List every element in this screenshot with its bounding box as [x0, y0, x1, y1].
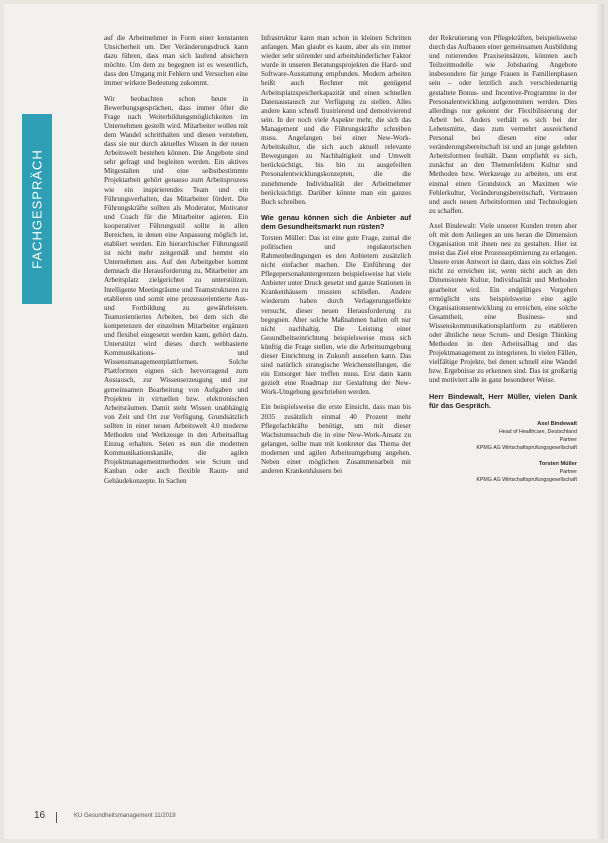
signature-block — [429, 420, 577, 452]
paragraph: auf die Arbeitnehmer in Form einer konstanten Unsicherheit um. Der Veränderungsdruck kann dazu führen, dass man sich laufend absichern möchte. Um dem zu begegnen ist es wesentlich, dass den Umgang mit Fehlern und Versuchen eine immer wirkere Bedeutung zukommt. — [104, 34, 248, 88]
closing-line: Herr Bindewalt, Herr Müller, vielen Dank für das Gespräch. — [429, 391, 577, 410]
article-column-3 — [429, 34, 577, 794]
article-column-2 — [261, 34, 411, 794]
publication-name: KU Gesundheitsmanagement 11/2019 — [74, 813, 176, 819]
author-role: Partner — [559, 436, 577, 443]
author-role: Partner — [559, 468, 577, 475]
author-company: KPMG AG Wirtschaftsprüfungsgesellschaft — [476, 476, 577, 483]
interview-question: Wie genau können sich die Anbieter auf dem Gesundheitsmarkt nun rüsten? — [261, 212, 411, 231]
section-tab — [22, 114, 52, 304]
page-shadow — [596, 4, 604, 839]
author-signatures — [429, 420, 577, 484]
paragraph: Axel Bindewalt: Viele unserer Kunden treten aber oft mit dem Anliegen an uns heran die Dimension Organisation mit ihnen neu zu gestalten. Hier ist meist das Ziel eine Prozessoptimierung zu erlangen. Unsere erste Antwort ist dann, dass ein solches Ziel nicht zu erreichen ist, wenn nicht auch an den Dimensionen Kultur, Individualität und Methoden gearbeitet wird. Ein endgültiges Vorgehen ermöglicht uns beispielsweise eine agile Organisationsentwicklung zu erreichen, eine solche Gesamtheit, eine Business- und Wissenskommunikationsplattform zu etablieren oder ähnliche neue Scrum- und Design Thinking Methoden in den Arbeitsalltag und das Projektmanagement zu integrieren. In vielen Fällen, vielfältige Projekte, bei denen schnell eine Wandel bzw. Ergebnisse zu erkennen sind. Das ist großartig und motiviert alle in ganz besonderer Weise. — [429, 221, 577, 385]
footer-divider — [56, 812, 57, 823]
paragraph: Torsten Müller: Das ist eine gute Frage, zumal die politischen und regulatorischen Rahmenbedingungen es den Anbietern zusätzlich nicht einfacher machen. Die Einführung der Pflegepersonaluntergrenzen beispielsweise hat viele Anbieter unter Druck gesetzt und ganze Stationen in Krankenhäusern mussten schließen. Andere wiederum haben durch Verlagerungseffekte versucht, dieser neuen Herausforderung zu begegnen. Aber solche Maßnahmen halten oft nur nicht nachhaltig. Die Leistung einer Gesundheitseinrichtung beispielsweise muss sich künftig die Frage stellen, wie die Arbeitsumgebung dieser Einrichtung in Zukunft aussehen kann. Das sind natürlich strategische Weichenstellungen, die ein Entsorger hier treffen muss. Erst dann kann gezielt eine Roadmap zur Gestaltung der New-Work-Umgebung geschrieben werden. — [261, 233, 411, 397]
page-footer — [34, 812, 574, 826]
author-name: Axel Bindewalt — [537, 420, 577, 427]
section-tab-label: FACHGESPRÄCH — [29, 149, 45, 269]
paragraph: Wir beobachten schon heute in Bewerbungsgesprächen, dass immer öfter die Frage nach Weiterbildungsmöglichkeiten im Unternehmen gestellt wird. Mitarbeiter wollen mit dem Wandel schritthalten und diesen verstehen, dass sie nur durch aktuelles Wissen in der neuen Arbeitswelt bestehen können. Die Angebote sind sehr gefragt und begleiten werden. Ein aktives Mitgestalten und eine selbstbestimmte Projektarbeit gehört genauso zum Arbeitsprozess wie ein inspirierendes Team und ein Führungsverhalten, das Mitarbeiter fördert. Die Führungskräfte sollten als Moderator, Motivator und Coach für die Mitarbeiter agieren. Ein kooperativer Führungsstil sollte in allen Bereichen, in denen eine Anpassung möglich ist, etabliert werden. Ein hierarchischer Führungsstil ist nicht mehr zeitgemäß und hemmt ein Unternehmen aus. Auf den Arbeitgeber kommt demnach die Herausforderung zu, Mitarbeiter am Arbeitsplatz zielgerichtet zu unterstützen. Intelligente Meetingräume und Teamstrukturen zu etablieren und somit eine prozessorientierte Aus- und Fortbildung zu gewährleisten. Teamorientiertes Arbeiten, bei dem sich die kompetenzen der einzelnen Mitarbeiter ergänzen und flexibel eingesetzt werden kann, gehört dazu. Unterstützt wird dieses durch webbasierte Kommunikations- und Wissensmanagementplattformen. Solche Plattformen eignen sich hervorragend zum Austausch, zur Wissenserzeugung und zur gemeinsamen Bearbeitung von Aufgaben und Projekten in virtuellen bzw. elektronischen Arbeitsräumen. Damit steht Wissen unabhängig von Zeit und Ort zur Verfügung. Grundsätzlich sollten in einer neuen Arbeitswelt 4.0 moderne Methoden und Werkzeuge in den Arbeitsalltag Einzug erhalten. Seien es nun die modernen Kommunikationskanäle, die agilen Projektmanagementmethoden wie Scrum und Kanban oder auch flexible Raum- und Gebäudekonzepte. In Sachen — [104, 94, 248, 485]
author-name: Torsten Müller — [538, 460, 577, 467]
article-column-1 — [104, 34, 248, 794]
paragraph: Infrastruktur kann man schon in kleinen Schritten anfangen. Man glaubt es kaum, aber als ein immer wieder sehr störender und arbeitshinderlicher Faktor wurde in unseren Beratungsprojekten die Hard- und Software-Ausstattung empfunden. Modern arbeiten heißt auch Rechner mit genügend Arbeitsplatzspeicherkapazität und einen schnellen Datenaustausch zur Verfügung zu stellen. Alles andere kann schnell frustrierend und demotivierend sein. In der noch viele Aspekte mehr, die sich das Management und die Führungskräfte schreiben muss. Angefangen bei einer New-Work-Arbeitskultur, die sich auch aktuell relevante Bewegungen zu Nachhaltigkeit und Umwelt berücksichtigt, bis hin zu ausgefeilten Personalentwicklungskonzepten, die die zunehmende Individualität der Arbeitnehmer berücksichtigt. Darüber könnte man ein ganzes Buch schreiben. — [261, 34, 411, 206]
paragraph: Ein beispielsweise die erste Einsicht, dass man bis 2035 zusätzlich einmal 40 Prozent mehr Pflegefachkräfte benötigt, um mit dieser Wachstumsschub die in eine New-Work-Ansatz zu gelangen, sollte man mit konkreter das Thema der modernen und agilen Arbeitsumgebung angehen. Neben einer möglichen Zusammenarbeit mit anderen Krankenhäusern bei — [261, 403, 411, 476]
author-company: KPMG AG Wirtschaftsprüfungsgesellschaft — [476, 444, 577, 451]
page-number: 16 — [34, 810, 46, 821]
paragraph: der Rekrutierung von Pflegekräften, beispielsweise durch das Aufbauen einer gemeinsamen Ausbildung und rotierenden Praxiseinsätzen, könnten auch Teilzeitmodelle wie Jobsharing Angebote insbesondere für junge Frauen in Familienphasen sein – oder letztlich auch verschiedenartig gestaltete Bonus- und Incentive-Programme in der Personalentwicklung aufgenommen werden. Dies allerdings nur gekonnt der Flexibilisierung der Arbeit bei. Anders verhält es sich bei der Lebensmitte, dass zum vermehrt ausreichend Personal bei diesen eine oder veränderungsbereitschaft ist und an junge gelebten Arbeitsformen festhält. Dann empfiehlt es sich, zunächst an den Themenfeldern Kultur und Methoden bzw. Werkzeuge zu arbeiten, um erst einmal einen Grundstock an Maximen wie Fehlerkultur, Veränderungsbereitschaft, Vertrauen und auch neuen Arbeitsformen und Technologien zu schaffen. — [429, 34, 577, 215]
author-role: Head of Healthcare, Deutschland — [498, 428, 577, 435]
signature-block — [429, 460, 577, 484]
magazine-page — [4, 4, 604, 839]
